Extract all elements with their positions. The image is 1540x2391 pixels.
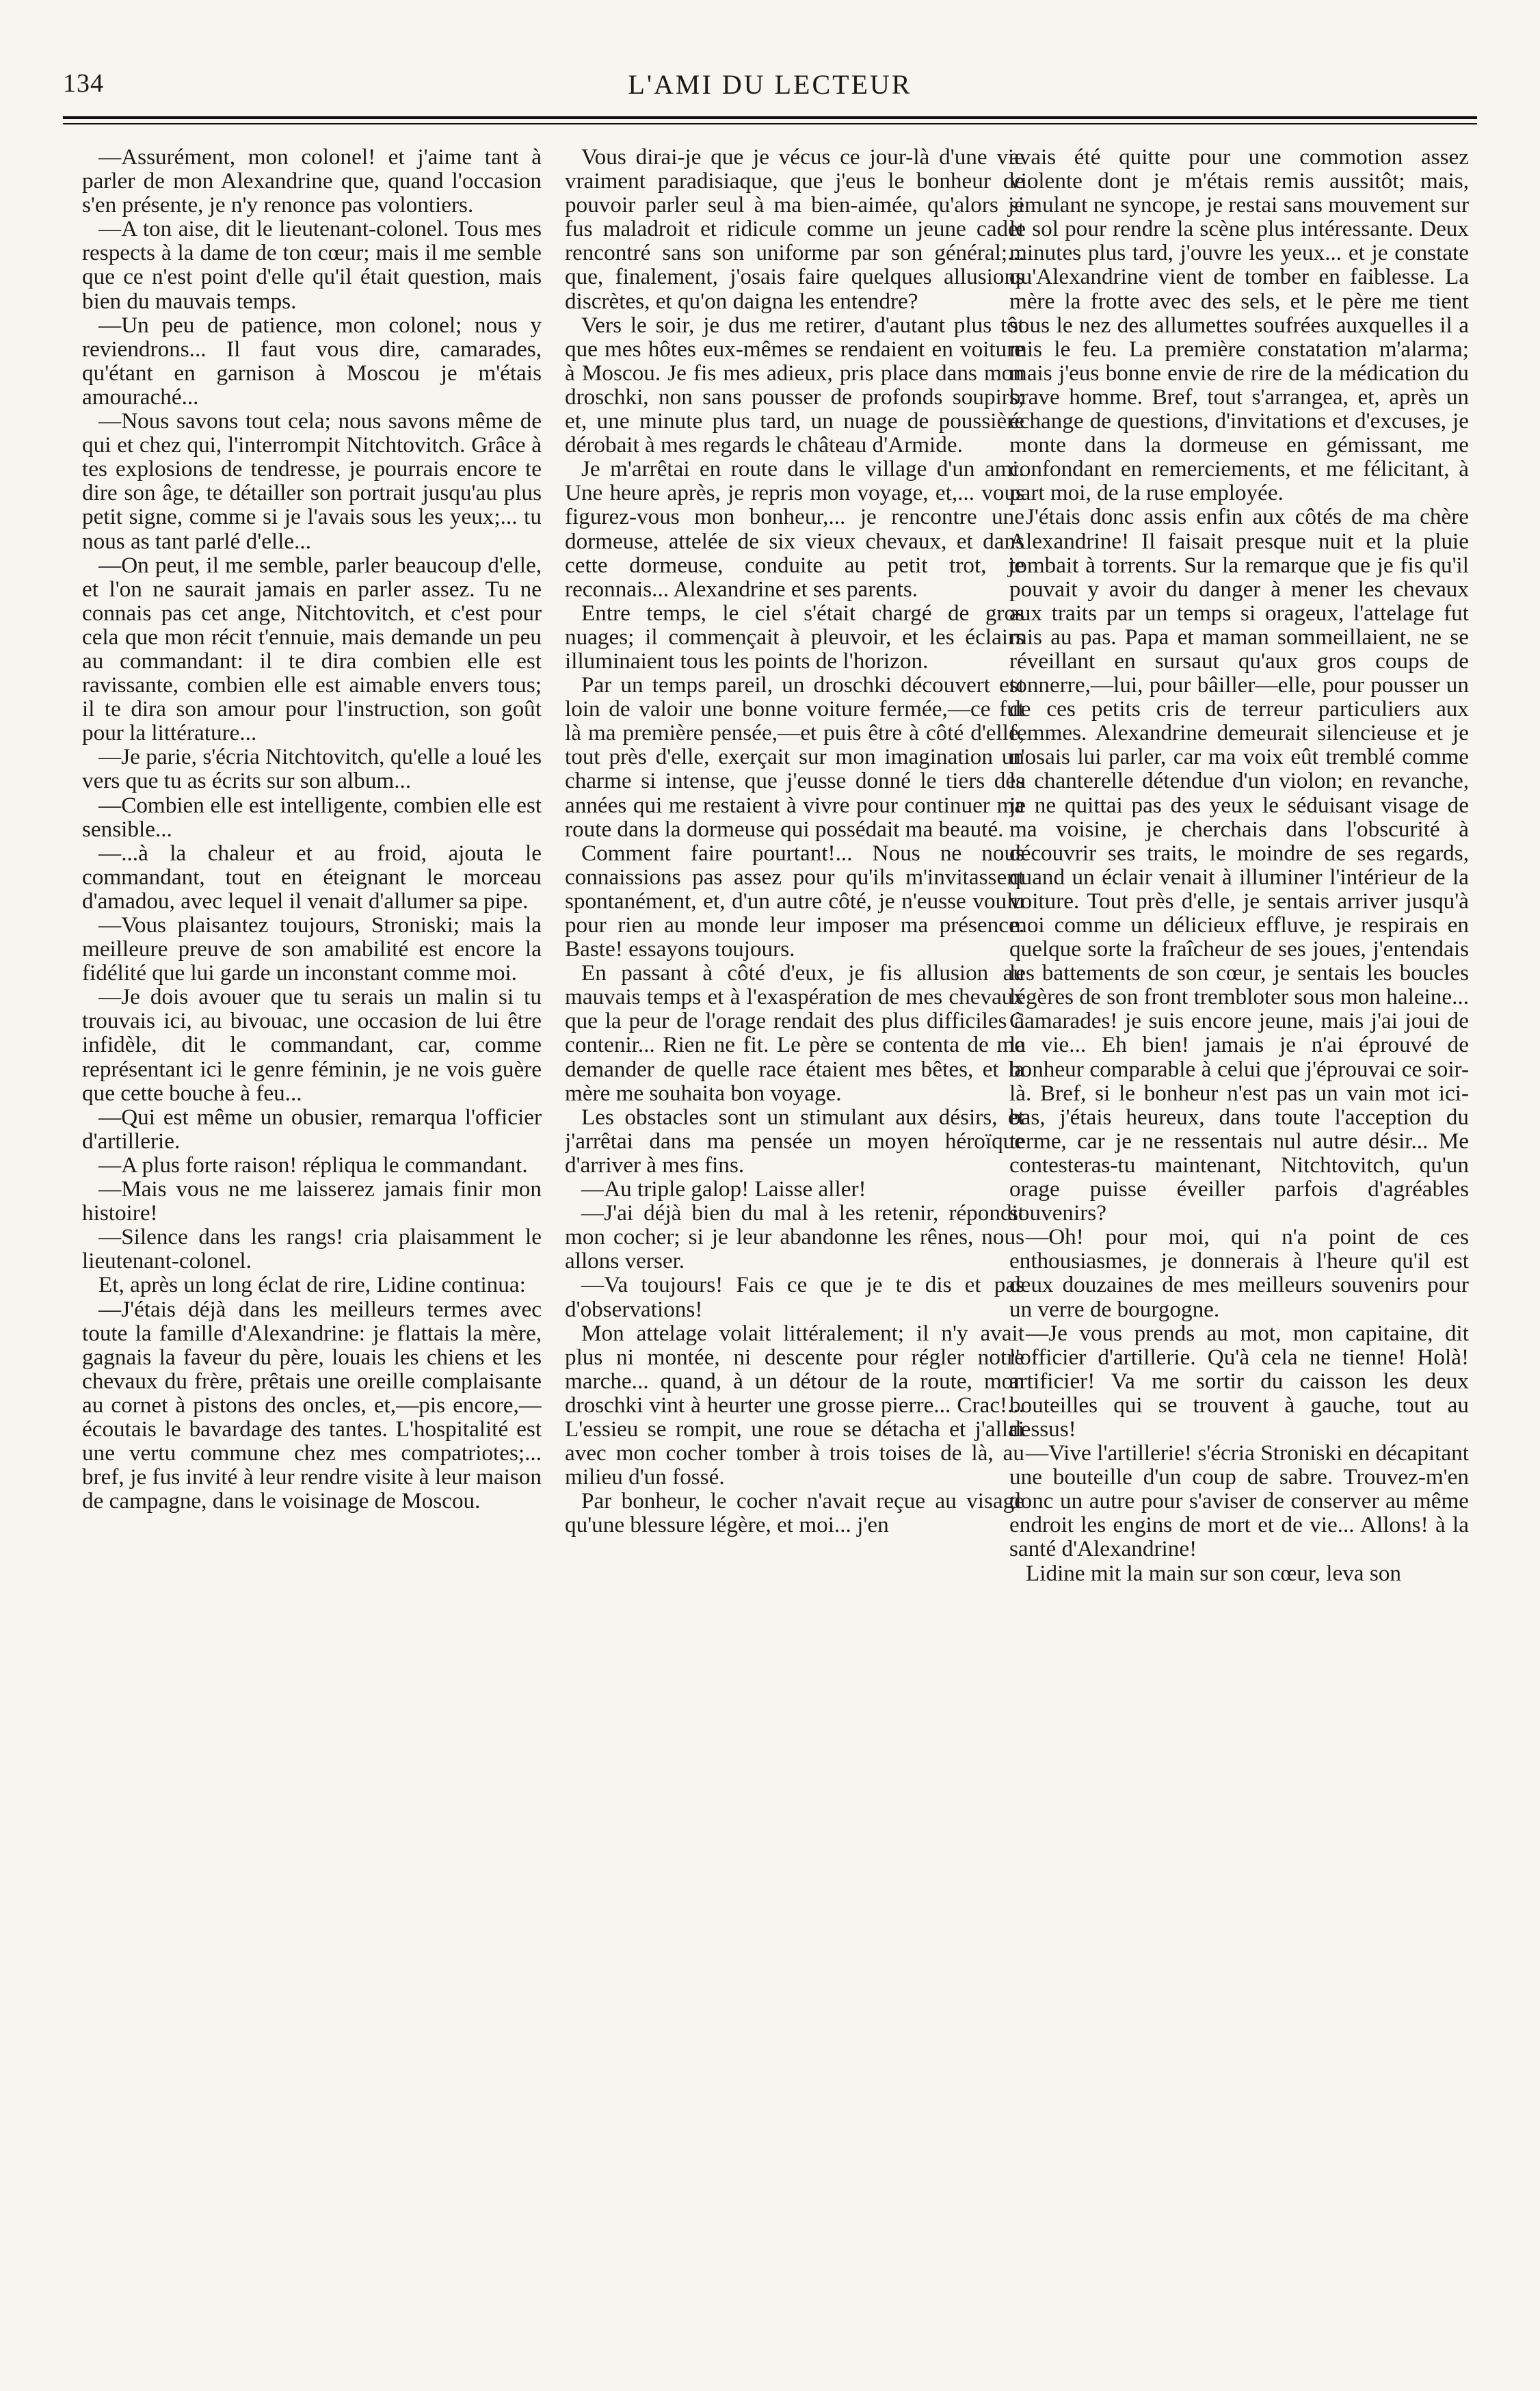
page-header bbox=[63, 68, 1477, 109]
paragraph: —Assurément, mon colonel! et j'aime tant à parler de mon Alexandrine que, quand l'occasion s'en présente, je n'y renonce pas volontiers. bbox=[82, 145, 542, 218]
header-rule-thick bbox=[63, 116, 1477, 119]
paragraph: —Un peu de patience, mon colonel; nous y reviendrons... Il faut vous dire, camarades, qu'étant en garnison à Moscou je m'étais amouraché... bbox=[82, 312, 542, 410]
header-rule-thin bbox=[63, 123, 1477, 124]
paragraph: —Mais vous ne me laisserez jamais finir mon histoire! bbox=[82, 1176, 542, 1226]
paragraph: Et, après un long éclat de rire, Lidine continua: bbox=[98, 1272, 526, 1298]
paragraph: —Au triple galop! Laisse aller! bbox=[581, 1176, 866, 1202]
paragraph: —Nous savons tout cela; nous savons même de qui et chez qui, l'interrompit Nitchtovitch. Grâce à tes explosions de tendresse, je pourrais encore te dire son âge, te détailler son portrait jusqu'au plus petit signe, comme si je l'avais sous les yeux;... tu nous as tant parlé d'elle... bbox=[82, 408, 542, 554]
paragraph: —Combien elle est intelligente, combien elle est sensible... bbox=[82, 792, 542, 842]
paragraph: J'étais donc assis enfin aux côtés de ma chère Alexandrine! Il faisait presque nuit et la pluie tombait à torrents. Sur la remarque que je fis qu'il pouvait y avoir du danger à mener les chevaux aux traits par un temps si orageux, l'attelage fut mis au pas. Papa et maman sommeillaient, ne se réveillant en sursaut qu'aux gros coups de tonnerre,—lui, pour bâiller—elle, pour pousser un de ces petits cris de terreur particuliers aux femmes. Alexandrine demeurait silencieuse et je n'osais lui parler, car ma voix eût tremblé comme la chanterelle détendue d'un violon; en revanche, je ne quittai pas des yeux le séduisant visage de ma voisine, je cherchais dans l'obscurité à découvrir ses traits, le moindre de ses regards, quand un éclair venait à illuminer l'intérieur de la voiture. Tout près d'elle, je sentais arriver jusqu'à moi comme un délicieux effluve, je respirais en quelque sorte la fraîcheur de ses joues, j'entendais les battements de son cœur, je sentais les boucles légères de son front trembloter sous mon haleine... Camarades! je suis encore jeune, mais j'ai joui de la vie... Eh bien! jamais je n'ai éprouvé de bonheur comparable à celui que j'éprouvai ce soir-là. Bref, si le bonheur n'est pas un vain mot ici-bas, j'étais heureux, dans toute l'acception du terme, car je ne ressentais nul autre désir... Me contesteras-tu maintenant, Nitchtovitch, qu'un orage puisse éveiller parfois d'agréables souvenirs? bbox=[1009, 504, 1469, 1226]
paragraph: Mon attelage volait littéralement; il n'y avait plus ni montée, ni descente pour régler notre marche... quand, à un détour de la route, mon droschki vint à heurter une grosse pierre... Crac!... L'essieu se rompit, une roue se détacha et j'allai avec mon cocher tomber à trois toises de là, au milieu d'un fossé. bbox=[565, 1320, 1024, 1490]
paragraph: —Vous plaisantez toujours, Stroniski; mais la meilleure preuve de son amabilité est encore la fidélité que lui garde un inconstant comme moi. bbox=[82, 912, 542, 986]
paragraph: —On peut, il me semble, parler beaucoup d'elle, et l'on ne saurait jamais en parler assez. Tu ne connais pas cet ange, Nitchtovitch, et c'est pour cela que mon récit t'ennuie, mais demande un peu au commandant: il te dira combien elle est ravissante, combien elle est aimable envers tous; il te dira son amour pour l'instruction, son goût pour la littérature... bbox=[82, 552, 542, 746]
paragraph: Par bonheur, le cocher n'avait reçue au visage qu'une blessure légère, et moi... j'en bbox=[565, 1488, 1024, 1538]
paragraph: —Vive l'artillerie! s'écria Stroniski en décapitant une bouteille d'un coup de sabre. Trouvez-m'en donc un autre pour s'aviser de conserver au même endroit les engins de mort et de vie... Allons! à la santé d'Alexandrine! bbox=[1009, 1440, 1469, 1562]
paragraph: Les obstacles sont un stimulant aux désirs, et j'arrêtai dans ma pensée un moyen héroïque d'arriver à mes fins. bbox=[565, 1104, 1024, 1178]
paragraph: Vous dirai-je que je vécus ce jour-là d'une vie vraiment paradisiaque, que j'eus le bonheur de pouvoir parler seul à ma bien-aimée, qu'alors je fus maladroit et ridicule comme un jeune cadet rencontré sans son uniforme par son général;... que, finalement, j'osais faire quelques allusions discrètes, et qu'on daigna les entendre? bbox=[565, 145, 1024, 314]
text-column-1 bbox=[82, 145, 542, 2361]
paragraph: Je m'arrêtai en route dans le village d'un ami. Une heure après, je repris mon voyage, et,... vous figurez-vous mon bonheur,... je rencontre une dormeuse, attelée de six vieux chevaux, et dans cette dormeuse, conduite au petit trot, je reconnais... Alexandrine et ses parents. bbox=[565, 456, 1024, 602]
paragraph: Lidine mit la main sur son cœur, leva son bbox=[1026, 1560, 1401, 1586]
paragraph: —Je vous prends au mot, mon capitaine, dit l'officier d'artillerie. Qu'à cela ne tienne! Holà! artificier! Va me sortir du caisson les deux bouteilles qui se trouvent à gauche, tout au dessus! bbox=[1009, 1320, 1469, 1442]
paragraph: Vers le soir, je dus me retirer, d'autant plus tôt que mes hôtes eux-mêmes se rendaient en voiture à Moscou. Je fis mes adieux, pris place dans mon droschki, non sans pousser de profonds soupirs; et, une minute plus tard, un nuage de poussière dérobait à mes regards le château d'Armide. bbox=[565, 312, 1024, 458]
paragraph: avais été quitte pour une commotion assez violente dont je m'étais remis aussitôt; mais, simulant ne syncope, je restai sans mouvement sur le sol pour rendre la scène plus intéressante. Deux minutes plus tard, j'ouvre les yeux... et je constate qu'Alexandrine vient de tomber en faiblesse. La mère la frotte avec des sels, et le père me tient sous le nez des allumettes soufrées auxquelles il a mis le feu. La première constatation m'alarma; mais j'eus bonne envie de rire de la médication du brave homme. Bref, tout s'arrangea, et, après un échange de questions, d'invitations et d'excuses, je monte dans la dormeuse en gémissant, me confondant en remerciements, et me félicitant, à part moi, de la ruse employée. bbox=[1009, 145, 1469, 506]
paragraph: —J'ai déjà bien du mal à les retenir, répondit mon cocher; si je leur abandonne les rênes, nous allons verser. bbox=[565, 1200, 1024, 1274]
running-title: L'AMI DU LECTEUR bbox=[628, 69, 912, 100]
paragraph: —Va toujours! Fais ce que je te dis et pas d'observations! bbox=[565, 1272, 1024, 1322]
paragraph: —Oh! pour moi, qui n'a point de ces enthousiasmes, je donnerais à l'heure qu'il est deux douzaines de mes meilleurs souvenirs pour un verre de bourgogne. bbox=[1009, 1224, 1469, 1322]
paragraph: —Je parie, s'écria Nitchtovitch, qu'elle a loué les vers que tu as écrits sur son album... bbox=[82, 744, 542, 794]
paragraph: —A ton aise, dit le lieutenant-colonel. Tous mes respects à la dame de ton cœur; mais il me semble que ce n'est point d'elle qu'il était question, mais bien du mauvais temps. bbox=[82, 216, 542, 314]
paragraph: Comment faire pourtant!... Nous ne nous connaissions pas assez pour qu'ils m'invitassent spontanément, et, d'un autre côté, je n'eusse voulu pour rien au monde leur imposer ma présence. Baste! essayons toujours. bbox=[565, 840, 1024, 962]
paragraph: Par un temps pareil, un droschki découvert est loin de valoir une bonne voiture fermée,—ce fut là ma première pensée,—et puis être à côté d'elle, tout près d'elle, exerçait sur mon imagination un charme si intense, que j'eusse donné le tiers des années qui me restaient à vivre pour continuer ma route dans la dormeuse qui possédait ma beauté. bbox=[565, 672, 1024, 842]
text-column-3 bbox=[1009, 145, 1469, 2361]
paragraph: Entre temps, le ciel s'était chargé de gros nuages; il commençait à pleuvoir, et les éclairs illuminaient tous les points de l'horizon. bbox=[565, 600, 1024, 674]
paragraph: —A plus forte raison! répliqua le commandant. bbox=[98, 1152, 528, 1178]
paragraph: En passant à côté d'eux, je fis allusion au mauvais temps et à l'exaspération de mes chevaux que la peur de l'orage rendait des plus difficiles à contenir... Rien ne fit. Le père se contenta de me demander de quelle race étaient mes bêtes, et la mère me souhaita bon voyage. bbox=[565, 960, 1024, 1106]
paragraph: —J'étais déjà dans les meilleurs termes avec toute la famille d'Alexandrine: je flattais la mère, gagnais la faveur du père, louais les chiens et les chevaux du frère, prêtais une oreille complaisante au cornet à pistons des oncles, et,—pis encore,—écoutais le bavardage des tantes. L'hospitalité est une vertu commune chez mes compatriotes;... bref, je fus invité à leur rendre visite à leur maison de campagne, dans le voisinage de Moscou. bbox=[82, 1296, 542, 1514]
paragraph: —Silence dans les rangs! cria plaisamment le lieutenant-colonel. bbox=[82, 1224, 542, 1274]
paragraph: —...à la chaleur et au froid, ajouta le commandant, tout en éteignant le morceau d'amadou, avec lequel il venait d'allumer sa pipe. bbox=[82, 840, 542, 914]
paragraph: —Qui est même un obusier, remarqua l'officier d'artillerie. bbox=[82, 1104, 542, 1154]
paragraph: —Je dois avouer que tu serais un malin si tu trouvais ici, au bivouac, une occasion de lui être infidèle, dit le commandant, car, comme représentant ici le genre féminin, je ne vois guère que cette bouche à feu... bbox=[82, 984, 542, 1106]
text-column-2 bbox=[565, 145, 1024, 2361]
page-number: 134 bbox=[63, 69, 104, 98]
